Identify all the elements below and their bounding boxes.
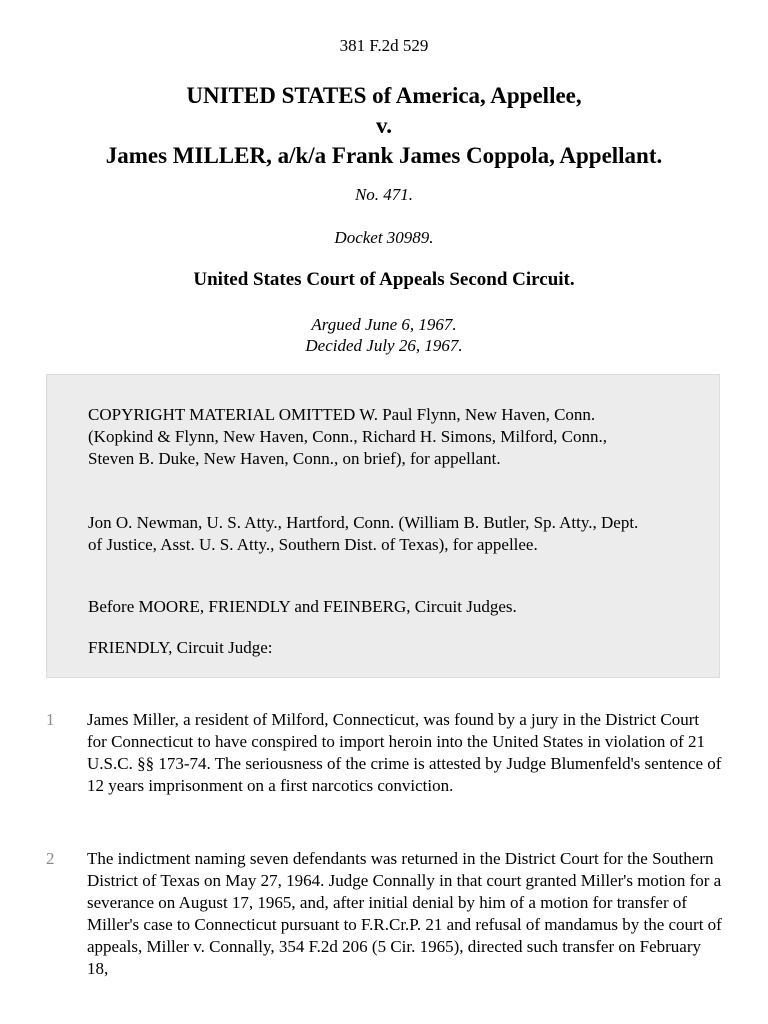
appellant-counsel: COPYRIGHT MATERIAL OMITTED W. Paul Flynn, New Haven, Conn. (Kopkind & Flynn, New Haven, Conn., Richard H. Simons, Milford, Conn., Steven B. Duke, New Haven, Conn., on brief), for appellant. <box>88 405 607 468</box>
decided-date: Decided July 26, 1967. <box>305 336 463 355</box>
headnote-box <box>46 374 720 678</box>
paragraph-number: 2 <box>46 849 55 868</box>
court-name: United States Court of Appeals Second Circuit. <box>193 269 575 290</box>
paragraph-number: 1 <box>46 710 55 729</box>
caption-appellee: UNITED STATES of America, Appellee, <box>186 83 582 108</box>
case-dates <box>0 314 768 356</box>
appellee-counsel: Jon O. Newman, U. S. Atty., Hartford, Conn. (William B. Butler, Sp. Atty., Dept. of Justice, Asst. U. S. Atty., Southern Dist. of Texas), for appellee. <box>88 513 639 554</box>
docket-number: Docket 30989. <box>334 228 434 247</box>
paragraph-text: The indictment naming seven defendants was returned in the District Court for the Southern District of Texas on May 27, 1964. Judge Connally in that court granted Miller's motion for a severance on August 17, 1965, and, after initial denial by him of a motion for transfer of Miller's case to Connecticut pursuant to F.R.Cr.P. 21 and refusal of mandamus by the court of appeals, Miller v. Connally, 354 F.2d 206 (5 Cir. 1965), directed such transfer on February 18, <box>87 849 722 978</box>
opinion-author: FRIENDLY, Circuit Judge: <box>88 638 273 657</box>
case-caption <box>0 81 768 171</box>
paragraph-text: James Miller, a resident of Milford, Connecticut, was found by a jury in the District Court for Connecticut to have conspired to import heroin into the United States in violation of 21 U.S.C. §§ 173-74. The seriousness of the crime is attested by Judge Blumenfeld's sentence of 12 years imprisonment on a first narcotics conviction. <box>87 710 722 795</box>
caption-appellant: James MILLER, a/k/a Frank James Coppola, Appellant. <box>105 143 663 168</box>
argued-date: Argued June 6, 1967. <box>311 315 457 334</box>
caption-versus: v. <box>376 113 392 138</box>
panel-judges: Before MOORE, FRIENDLY and FEINBERG, Circuit Judges. <box>88 597 517 616</box>
case-number: No. 471. <box>354 185 414 204</box>
case-citation: 381 F.2d 529 <box>339 36 429 55</box>
